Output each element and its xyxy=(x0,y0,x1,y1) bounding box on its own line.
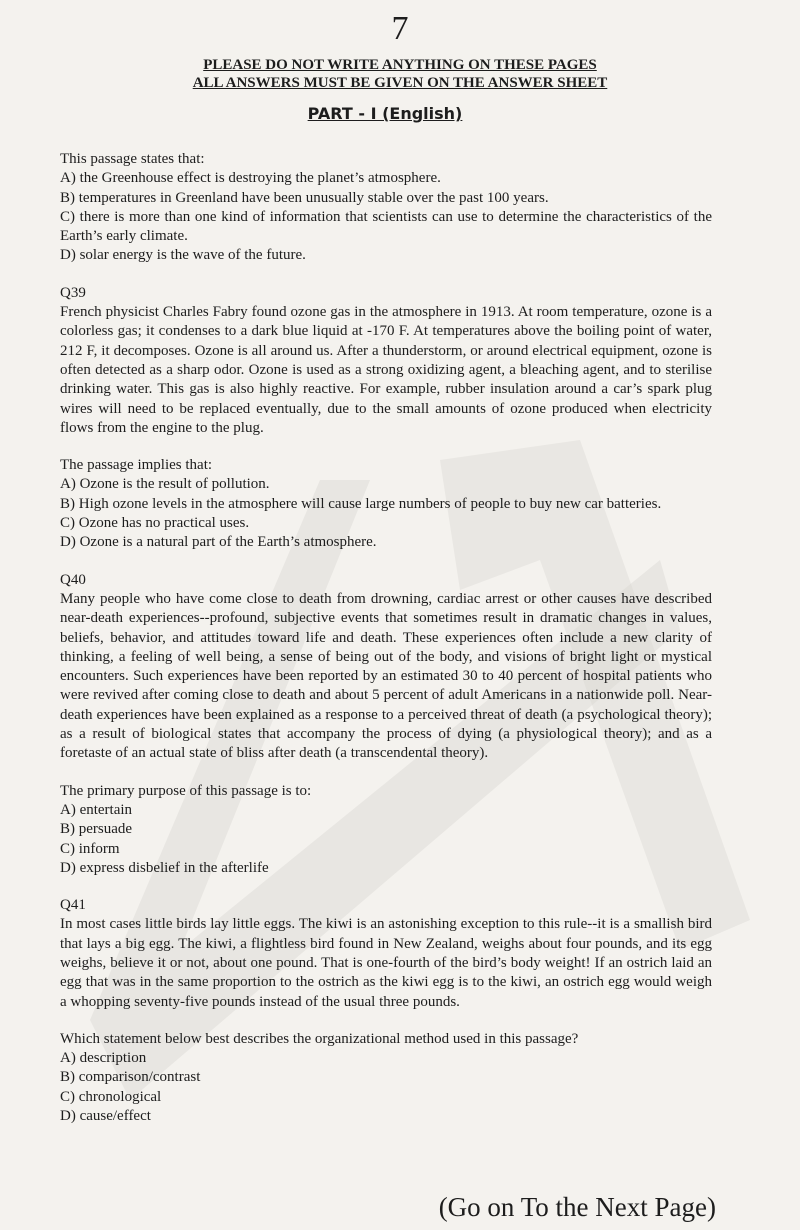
option-c: C) inform xyxy=(60,840,120,857)
notice-line-1: PLEASE DO NOT WRITE ANYTHING ON THESE PAGES xyxy=(203,57,597,73)
option-a: A) the Greenhouse effect is destroying the planet’s atmosphere. xyxy=(60,170,441,187)
question-q41 xyxy=(60,896,712,1126)
question-number: Q41 xyxy=(60,897,86,914)
option-b: B) comparison/contrast xyxy=(60,1069,201,1086)
question-number: Q40 xyxy=(60,571,86,588)
question-q40 xyxy=(60,571,712,878)
next-page-note: (Go on To the Next Page) xyxy=(438,1192,716,1222)
question-prompt: The passage implies that: xyxy=(60,457,213,474)
option-b: B) High ozone levels in the atmosphere will cause large numbers of people to buy new car batteries. xyxy=(60,495,662,512)
option-d: D) cause/effect xyxy=(60,1108,151,1125)
question-passage: Many people who have come close to death from drowning, cardiac arrest or other causes have described near-death experiences--profound, subjective events that sometimes result in dramatic changes in values, beliefs, behavior, and attitudes toward life and death. These experiences often include a new clarity of thinking, a feeling of well being, a sense of being out of the body, and visions of bright light or mystical encounters. Such experiences have been reported by an estimated 30 to 40 percent of hospital patients who were revived after coming close to death and about 5 percent of adult Americans in a nationwide poll. Near-death experiences have been explained as a response to a perceived threat of death (a psychological theory); as a result of biological states that accompany the process of dying (a physiological theory); and as a foretaste of an actual state of bliss after death (a transcendental theory). xyxy=(60,590,712,762)
question-passage: French physicist Charles Fabry found ozone gas in the atmosphere in 1913. At room temperature, ozone is a colorless gas; it condenses to a dark blue liquid at -170 F. At temperatures above the boiling point of water, 212 F, it decomposes. Ozone is all around us. After a thunderstorm, or around electrical equipment, ozone is often detected as a sharp odor. Ozone is used as a strong oxidizing agent, a bleaching agent, and to sterilise drinking water. This gas is also highly reactive. For example, rubber insulation around a car’s spark plug wires will need to be replaced eventually, due to the small amounts of ozone produced when electricity flows from the engine to the plug. xyxy=(60,304,712,436)
q38-tail xyxy=(60,150,712,266)
option-a: A) description xyxy=(60,1050,147,1067)
option-c: C) chronological xyxy=(60,1088,162,1105)
option-d: D) Ozone is a natural part of the Earth’s atmosphere. xyxy=(60,534,377,551)
question-prompt: Which statement below best describes the organizational method used in this passage? xyxy=(60,1030,579,1047)
question-prompt: This passage states that: xyxy=(60,151,205,167)
notice-line-2: ALL ANSWERS MUST BE GIVEN ON THE ANSWER SHEET xyxy=(192,75,608,91)
option-b: B) temperatures in Greenland have been unusually stable over the past 100 years. xyxy=(60,189,549,206)
option-c: C) Ozone has no practical uses. xyxy=(60,515,250,532)
question-prompt: The primary purpose of this passage is to: xyxy=(60,782,312,799)
option-a: A) entertain xyxy=(60,801,133,818)
option-d: D) solar energy is the wave of the future. xyxy=(60,247,306,264)
question-number: Q39 xyxy=(60,284,86,301)
page-number: 7 xyxy=(391,10,409,47)
option-c: C) there is more than one kind of information that scientists can use to determine the characteristics of the Earth’s early climate. xyxy=(60,208,712,245)
question-content xyxy=(60,150,712,1144)
option-d: D) express disbelief in the afterlife xyxy=(60,859,269,876)
option-a: A) Ozone is the result of pollution. xyxy=(60,476,270,493)
question-passage: In most cases little birds lay little eggs. The kiwi is an astonishing exception to this rule--it is a smallish bird that lays a big egg. The kiwi, a flightless bird found in New Zealand, weighs about four pounds, and its egg weighs, believe it or not, about one pound. That is one-fourth of the bird’s body weight! If an ostrich laid an egg that was in the same proportion to the ostrich as the kiwi egg is to the kiwi, an ostrich egg would weigh a whopping seventy-five pounds instead of the usual three pounds. xyxy=(60,916,712,1010)
option-b: B) persuade xyxy=(60,821,133,838)
part-title: PART - I (English) xyxy=(307,104,463,123)
question-q39 xyxy=(60,284,712,553)
